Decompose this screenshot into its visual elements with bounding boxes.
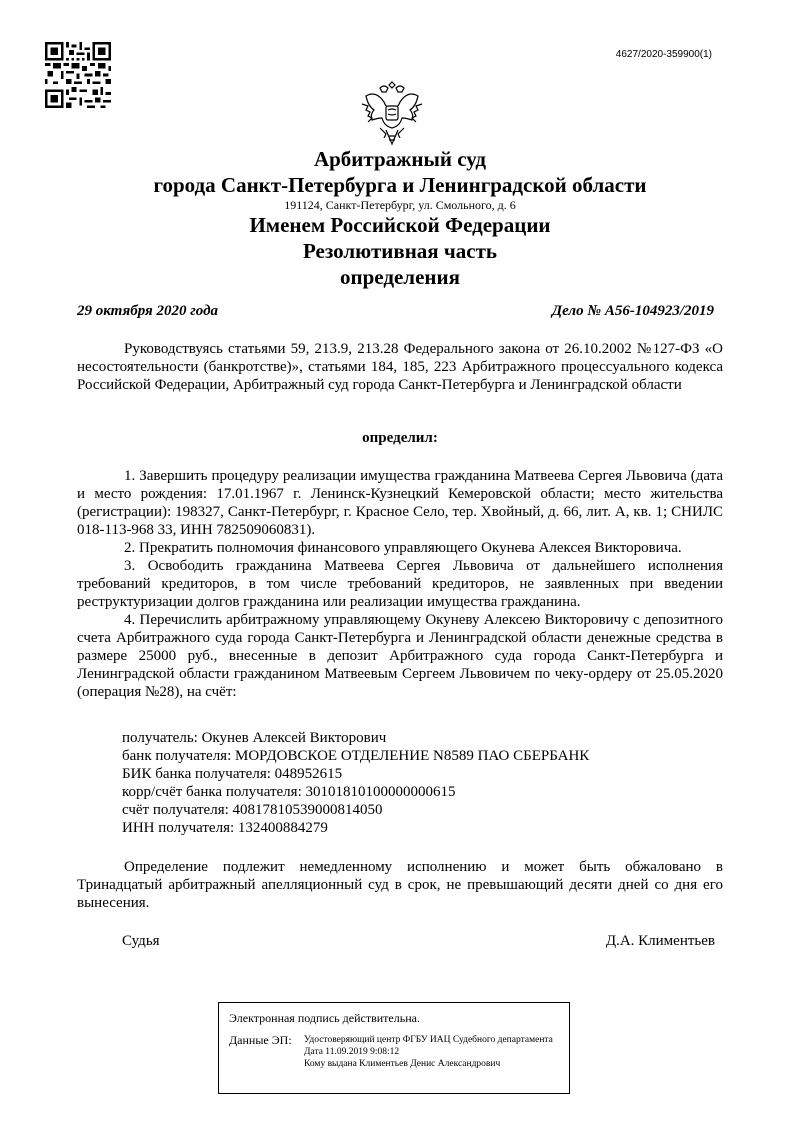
ruling-item-2: 2. Прекратить полномочия финансового управляющего Окунева Алексея Викторовича. (124, 540, 682, 556)
payee-details (122, 729, 589, 837)
payee-inn: ИНН получателя: 132400884279 (122, 820, 328, 836)
resolutive-part-heading: Резолютивная часть (302, 239, 497, 263)
signature-holder: Кому выдана Климентьев Денис Александрович (304, 1059, 501, 1069)
court-name-line-1: Арбитражный суд (313, 147, 487, 171)
case-number: Дело № А56-104923/2019 (551, 303, 714, 319)
judge-name: Д.А. Климентьев (605, 933, 715, 949)
judge-label: Судья (122, 933, 160, 949)
signature-valid-text: Электронная подпись действительна. (229, 1011, 420, 1025)
payee-bank: банк получателя: МОРДОВСКОЕ ОТДЕЛЕНИЕ N8589 ПАО СБЕРБАНК (122, 748, 590, 764)
signature-date: Дата 11.09.2019 9:08:12 (304, 1047, 400, 1057)
payee-recipient: получатель: Окунев Алексей Викторович (122, 730, 387, 746)
decided-heading: определил: (362, 430, 438, 446)
closing-paragraph: Определение подлежит немедленному исполнению и может быть обжаловано в Тринадцатый арбитражный апелляционный суд в срок, не превышающий десяти дней со дня его вынесения. (77, 859, 723, 911)
court-address: 191124, Санкт-Петербург, ул. Смольного, д. 6 (284, 198, 516, 212)
signature-details (304, 1034, 559, 1070)
ruling-date: 29 октября 2020 года (77, 303, 219, 319)
in-the-name-heading: Именем Российской Федерации (249, 213, 551, 237)
preamble-paragraph: Руководствуясь статьями 59, 213.9, 213.28 Федерального закона от 26.10.2002 №127-ФЗ «О несостоятельности (банкротстве)», статьями 184, 185, 223 Арбитражного процессуального кодекса Российской Федерации, Арбитражный суд города Санкт-Петербурга и Ленинградской области (77, 341, 723, 393)
document-number: 4627/2020-359900(1) (615, 49, 712, 60)
ruling-item-3: 3. Освободить гражданина Матвеева Сергея Львовича от дальнейшего исполнения требований кредиторов, в том числе требований кредиторов, не заявленных при введении реструктуризации долгов гражданина или реализации имущества гражданина. (77, 558, 723, 610)
signature-issuer: Удостоверяющий центр ФГБУ ИАЦ Судебного департамента (304, 1035, 553, 1045)
payee-corr-account: корр/счёт банка получателя: 30101810100000000615 (122, 784, 456, 800)
payee-bik: БИК банка получателя: 048952615 (122, 766, 343, 782)
qr-code (45, 42, 111, 108)
electronic-signature-box (218, 1002, 570, 1094)
ruling-items (77, 467, 723, 701)
court-name-line-2: города Санкт-Петербурга и Ленинградской области (153, 173, 647, 197)
ruling-heading: определения (340, 265, 460, 289)
signature-data-label: Данные ЭП: (229, 1033, 292, 1047)
ruling-item-4: 4. Перечислить арбитражному управляющему Окуневу Алексею Викторовичу с депозитного счета Арбитражного суда города Санкт-Петербурга и Ленинградской области денежные средства в размере 25000 руб., внесенные в депозит Арбитражного суда города Санкт-Петербурга и Ленинградской области гражданином Матвеевым Сергеем Львовичем по чеку-ордеру от 25.05.2020 (операция №28), на счёт: (77, 612, 723, 700)
double-headed-eagle-emblem-icon (358, 78, 426, 148)
ruling-item-1: 1. Завершить процедуру реализации имущества гражданина Матвеева Сергея Львовича (дата и место рождения: 17.01.1967 г. Ленинск-Кузнецкий Кемеровской области; место жительства (регистрации): 198327, Санкт-Петербург, г. Красное Село, тер. Хвойный, д. 66, лит. А, кв. 1; СНИЛС 018-113-968 33, ИНН 782509060831). (77, 468, 723, 538)
payee-account: счёт получателя: 40817810539000814050 (122, 802, 383, 818)
